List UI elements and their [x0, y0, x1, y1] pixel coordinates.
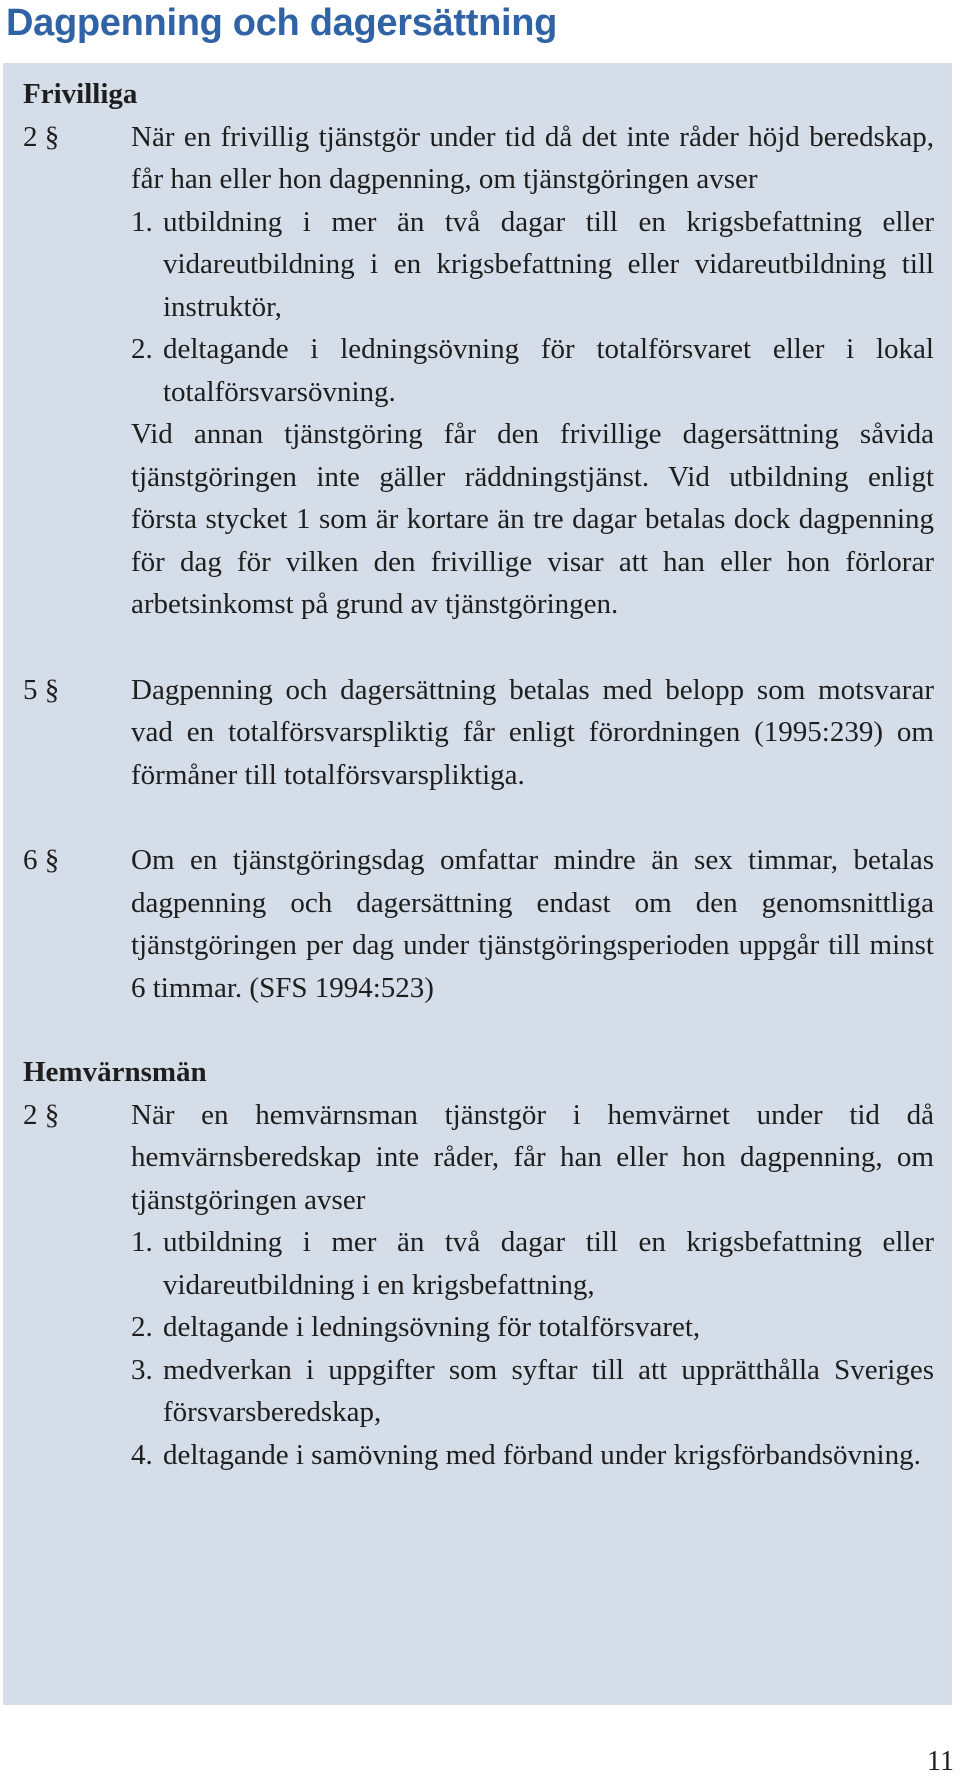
- paragraph-6: [23, 839, 934, 1009]
- list-item-number: 1.: [131, 205, 153, 238]
- list-item: [131, 1306, 934, 1349]
- list-item-number: 3.: [131, 1353, 153, 1386]
- section-number: 5 §: [23, 673, 60, 706]
- list-item: [131, 1349, 934, 1434]
- paragraph-body: Om en tjänstgöringsdag omfattar mindre än sex timmar, betalas dagpenning och dagersättning endast om den genomsnittliga tjänstgöringen per dag under tjänstgöringsperioden uppgår till minst 6 timmar. (SFS 1994:523): [131, 844, 934, 1004]
- list-item-text: utbildning i mer än två dagar till en krigsbefattning eller vidareutbildning i en krigsbefattning eller vidareutbildning till instruktör,: [163, 205, 934, 323]
- list-item: [131, 201, 934, 329]
- list-item: [131, 1434, 934, 1477]
- section-number: 2 §: [23, 120, 60, 153]
- section-number: 2 §: [23, 1098, 60, 1131]
- section-heading-frivilliga: Frivilliga: [23, 78, 138, 110]
- paragraph-body: Dagpenning och dagersättning betalas med belopp som motsvarar vad en totalförsvarspliktig får enligt förordningen (1995:239) om förmåner till totalförsvarspliktiga.: [131, 673, 934, 791]
- list-item-number: 2.: [131, 333, 153, 365]
- paragraph-continuation: Vid annan tjänstgöring får den frivillige dagersättning såvida tjänstgöringen inte gäller räddningstjänst. Vid utbildning enligt första stycket 1 som är kortare än tre dagar betalas dock dagpenning för dag för vilken den frivillige visar att han eller hon förlorar arbetsinkomst på grund av tjänstgöringen.: [131, 418, 934, 620]
- paragraph-intro: När en hemvärnsman tjänstgör i hemvärnet under tid då hemvärnsberedskap inte råder, får han eller hon dagpenning, om tjänstgöringen avser: [131, 1098, 934, 1216]
- section-number: 6 §: [23, 844, 60, 876]
- list-item-text: deltagande i ledningsövning för totalförsvaret,: [163, 1311, 701, 1343]
- paragraph-body: [131, 116, 934, 626]
- paragraph-intro: När en frivillig tjänstgör under tid då det inte råder höjd beredskap, får han eller hon dagpenning, om tjänstgöringen avser: [131, 120, 934, 195]
- list-item-text: medverkan i uppgifter som syftar till att upprätthålla Sveriges försvarsberedskap,: [163, 1353, 934, 1428]
- content-box: [3, 63, 952, 1705]
- page-title: Dagpenning och dagersättning: [6, 2, 558, 44]
- list-item-text: deltagande i ledningsövning för totalförsvaret eller i lokal totalförsvarsövning.: [163, 333, 934, 408]
- paragraph-5: [23, 669, 934, 797]
- list-item-text: utbildning i mer än två dagar till en krigsbefattning eller vidareutbildning i en krigsbefattning,: [163, 1226, 934, 1301]
- list-item-number: 4.: [131, 1438, 153, 1471]
- paragraph-body: [131, 1094, 934, 1477]
- paragraph-2-frivilliga: [23, 116, 934, 626]
- paragraph-2-hemvarnsman: [23, 1094, 934, 1477]
- list-item: [131, 328, 934, 413]
- page-number: 11: [927, 1746, 954, 1777]
- list-item-text: deltagande i samövning med förband under krigsförbandsövning.: [163, 1438, 921, 1471]
- list-item-number: 1.: [131, 1226, 153, 1258]
- section-heading-hemvarnsman: Hemvärnsmän: [23, 1056, 207, 1088]
- list-item: [131, 1221, 934, 1306]
- list-item-number: 2.: [131, 1311, 153, 1343]
